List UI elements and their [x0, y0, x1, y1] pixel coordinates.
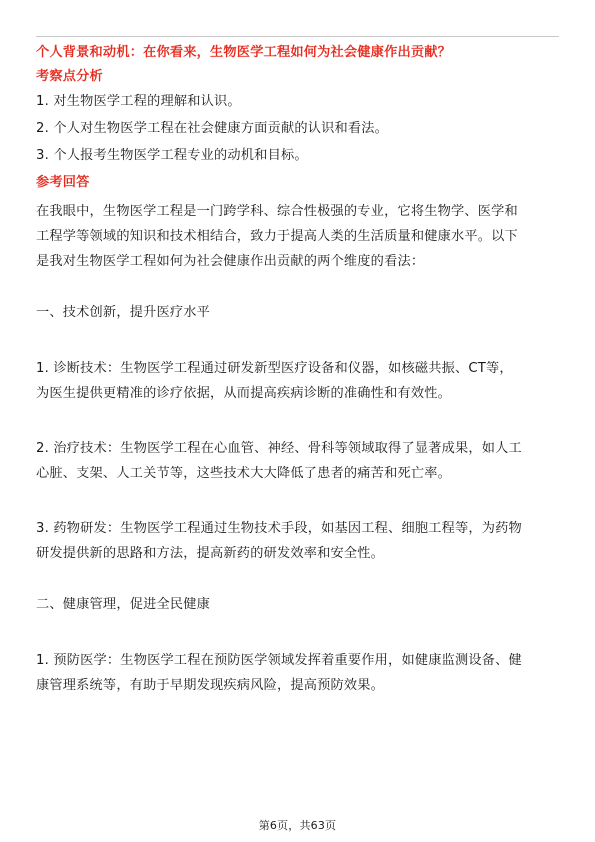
section2-heading: 二、健康管理，促进全民健康	[36, 597, 211, 612]
answer-intro-line: 是我对生物医学工程如何为社会健康作出贡献的两个维度的看法：	[36, 254, 425, 269]
question-title: 个人背景和动机：在你看来，生物医学工程如何为社会健康作出贡献？	[36, 45, 452, 60]
answer-heading: 参考回答	[36, 175, 90, 190]
page-number: 第6页，共63页	[258, 819, 337, 832]
paragraph-line: 心脏、支架、人工关节等，这些技术大大降低了患者的痛苦和死亡率。	[36, 466, 452, 481]
paragraph-line: 1. 预防医学：生物医学工程在预防医学领域发挥着重要作用，如健康监测设备、健	[36, 653, 522, 668]
paragraph-line: 康管理系统等，有助于早期发现疾病风险，提高预防效果。	[36, 678, 385, 693]
paragraph-line: 3. 药物研发：生物医学工程通过生物技术手段，如基因工程、细胞工程等，为药物	[36, 521, 522, 536]
analysis-heading: 考察点分析	[36, 69, 103, 84]
answer-intro-line: 在我眼中，生物医学工程是一门跨学科、综合性极强的专业，它将生物学、医学和	[36, 204, 518, 219]
answer-intro-line: 工程学等领域的知识和技术相结合，致力于提高人类的生活质量和健康水平。以下	[36, 229, 518, 244]
section1-item-3	[36, 516, 559, 566]
answer-intro	[36, 199, 559, 274]
section1-heading: 一、技术创新，提升医疗水平	[36, 305, 211, 320]
paragraph-line: 研发提供新的思路和方法，提高新药的研发效率和安全性。	[36, 546, 385, 561]
analysis-point-3: 3. 个人报考生物医学工程专业的动机和目标。	[36, 148, 308, 163]
top-rule	[36, 36, 559, 37]
section2-item-1	[36, 648, 559, 698]
document-body	[36, 44, 559, 698]
section1-item-2	[36, 436, 559, 486]
analysis-point-2: 2. 个人对生物医学工程在社会健康方面贡献的认识和看法。	[36, 121, 389, 136]
paragraph-line: 1. 诊断技术：生物医学工程通过研发新型医疗设备和仪器，如核磁共振、CT等，	[36, 361, 513, 376]
section1-item-1	[36, 356, 559, 406]
paragraph-line: 为医生提供更精准的诊疗依据，从而提高疾病诊断的准确性和有效性。	[36, 386, 452, 401]
paragraph-line: 2. 治疗技术：生物医学工程在心血管、神经、骨科等领域取得了显著成果，如人工	[36, 441, 522, 456]
analysis-point-1: 1. 对生物医学工程的理解和认识。	[36, 94, 241, 109]
